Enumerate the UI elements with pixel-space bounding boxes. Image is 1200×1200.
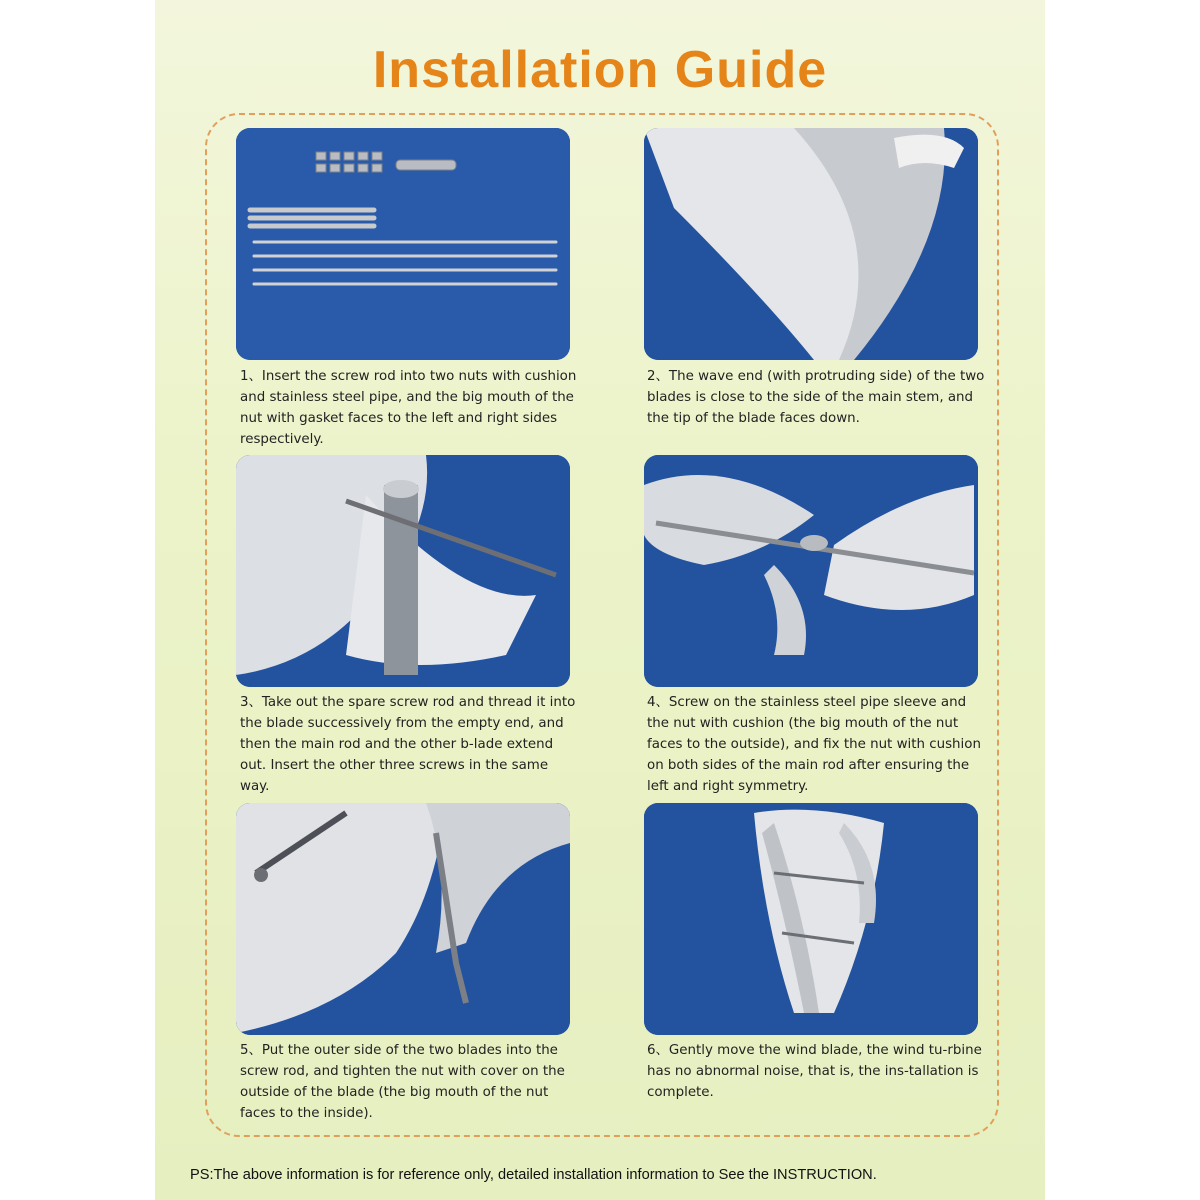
footnote: PS:The above information is for reference only, detailed installation information to See the INSTRUCTION. [190, 1167, 877, 1183]
step-6-text: 6、Gently move the wind blade, the wind tu-rbine has no abnormal noise, that is, the ins-tallation is complete. [647, 1043, 982, 1100]
step-2-text: 2、The wave end (with protruding side) of the two blades is close to the side of the main stem, and the tip of the blade faces down. [647, 369, 985, 426]
step-6-photo [644, 803, 978, 1035]
step-4-text: 4、Screw on the stainless steel pipe sleeve and the nut with cushion (the big mouth of the nut faces to the outside), and fix the nut with cushion on both sides of the main rod after ensuring the left and right symmetry. [647, 695, 981, 794]
step-3-text: 3、Take out the spare screw rod and thread it into the blade successively from the empty end, and then the main rod and the other b-lade extend out. Insert the other three screws in the same way. [240, 695, 576, 794]
step-3-photo [236, 455, 570, 687]
blades-near-stem-illustration [644, 128, 978, 360]
step-4-photo [644, 455, 978, 687]
step-5-text: 5、Put the outer side of the two blades into the screw rod, and tighten the nut with cover on the outside of the blade (the big mouth of the nut faces to the inside). [240, 1043, 565, 1121]
step-2-photo [644, 128, 978, 360]
pipe-sleeve-illustration [644, 455, 978, 687]
step-5-photo [236, 803, 570, 1035]
thread-screw-rod-illustration [236, 455, 570, 687]
page-title: Installation Guide [372, 41, 828, 99]
outer-blade-illustration [236, 803, 570, 1035]
step-1-text: 1、Insert the screw rod into two nuts with cushion and stainless steel pipe, and the big mouth of the nut with gasket faces to the left and right sides respectively. [240, 369, 577, 447]
completed-turbine-illustration [644, 803, 978, 1035]
step-1-photo [236, 128, 570, 360]
parts-layout-illustration [236, 128, 570, 360]
